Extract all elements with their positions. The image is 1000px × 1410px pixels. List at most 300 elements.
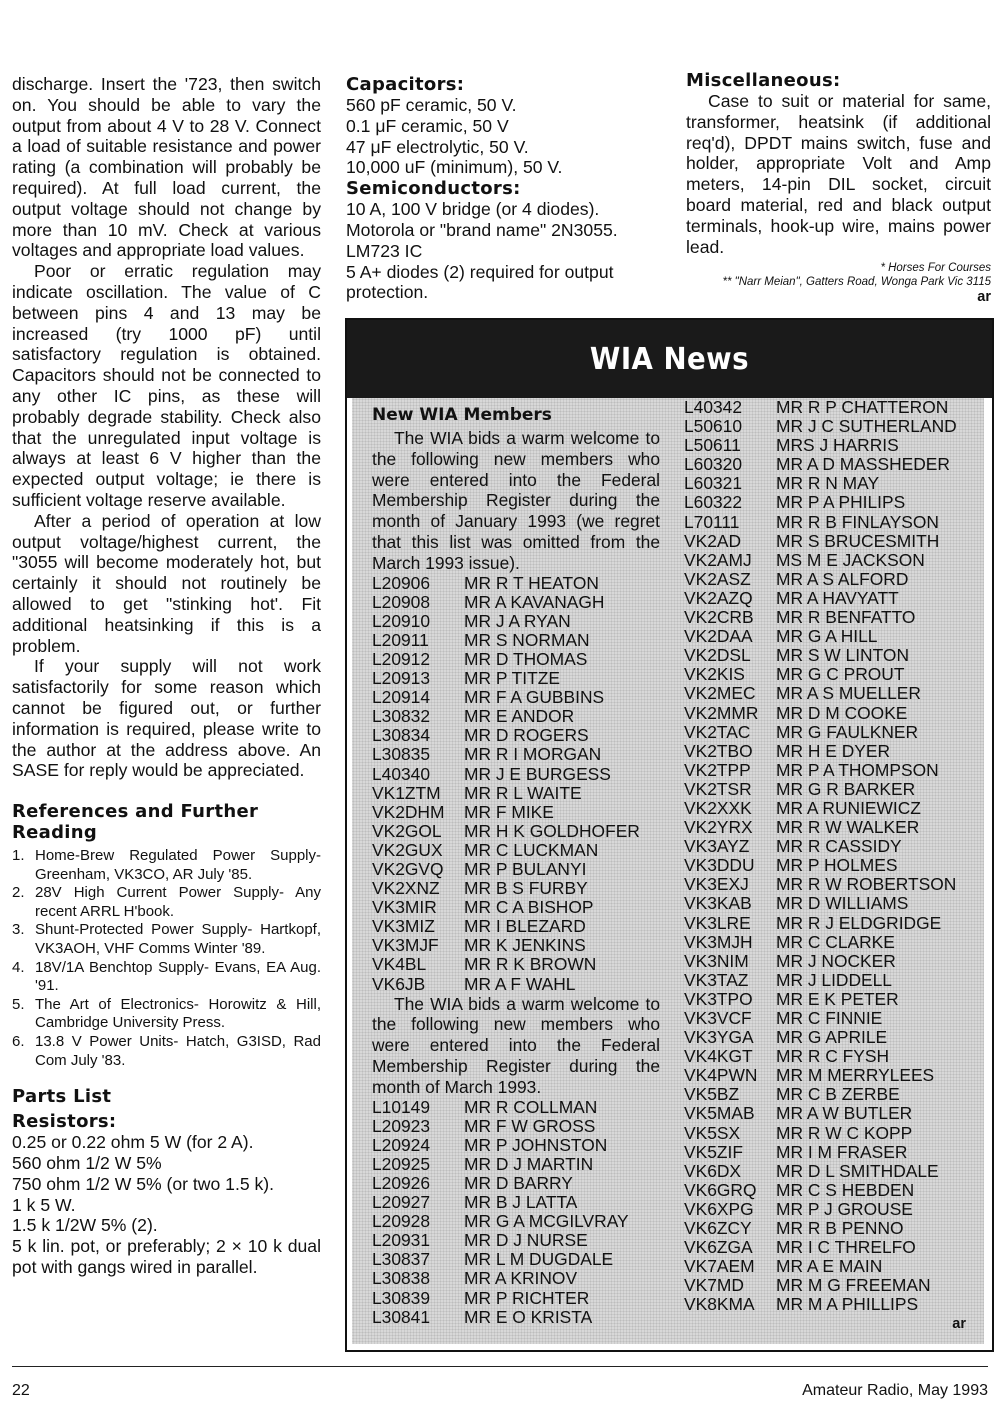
member-callsign: VK3TAZ: [684, 969, 749, 990]
parts-item: 10 A, 100 V bridge (or 4 diodes).: [346, 199, 600, 220]
member-callsign: VK3DDU: [684, 855, 755, 876]
member-row: [372, 1174, 660, 1193]
member-callsign: VK2MEC: [684, 683, 756, 704]
member-name: MR I M FRASER: [776, 1141, 908, 1162]
member-name: MR D J MARTIN: [464, 1153, 594, 1174]
member-name: MR S BRUCESMITH: [776, 530, 940, 551]
member-name: MR D ROGERS: [464, 725, 589, 746]
member-callsign: L20911: [372, 629, 429, 650]
member-row: [372, 1136, 660, 1155]
member-callsign: L30839: [372, 1287, 431, 1308]
member-row: [684, 1143, 980, 1162]
member-callsign: VK5BZ: [684, 1084, 740, 1105]
member-row: [684, 1219, 980, 1238]
member-name: MRS J HARRIS: [776, 435, 899, 456]
member-row: [372, 1250, 660, 1269]
member-name: MR J C SUTHERLAND: [776, 416, 957, 437]
member-row: [372, 669, 660, 688]
member-row: [684, 1181, 980, 1200]
member-row: [372, 1269, 660, 1288]
member-row: [372, 1308, 660, 1327]
parts-list-heading: Parts List: [12, 1086, 112, 1108]
member-name: MR S NORMAN: [464, 629, 590, 650]
member-name: MR I BLEZARD: [464, 916, 586, 937]
wia-news-banner: [347, 320, 992, 398]
member-row: [684, 589, 980, 608]
member-row: [684, 570, 980, 589]
banner-title: WIA News: [589, 342, 750, 377]
member-row: [684, 1047, 980, 1066]
member-row: [372, 765, 660, 784]
member-callsign: VK3KAB: [684, 893, 752, 914]
member-callsign: L30832: [372, 706, 431, 727]
end-mark: ar: [977, 289, 991, 306]
member-callsign: VK1ZTM: [372, 782, 441, 803]
member-row: [372, 822, 660, 841]
member-row: [372, 726, 660, 745]
member-row: [684, 551, 980, 570]
member-row: [684, 1085, 980, 1104]
member-callsign: VK2TBO: [684, 740, 753, 761]
member-name: MR B S FURBY: [464, 878, 588, 899]
member-callsign: L20924: [372, 1134, 431, 1155]
member-row: [372, 841, 660, 860]
member-callsign: L20927: [372, 1192, 431, 1213]
member-callsign: VK6GRQ: [684, 1179, 757, 1200]
parts-item: LM723 IC: [346, 240, 423, 261]
member-name: MR A W BUTLER: [776, 1103, 913, 1124]
parts-item: 0.1 μF ceramic, 50 V: [346, 115, 509, 136]
member-callsign: VK3LRE: [684, 912, 751, 933]
member-name: MR J E BURGESS: [464, 763, 611, 784]
references-list: [12, 847, 321, 1070]
member-row: [684, 1124, 980, 1143]
member-name: MR A KRINOV: [464, 1268, 578, 1289]
member-callsign: L40340: [372, 763, 431, 784]
member-row: [684, 627, 980, 646]
member-row: [684, 474, 980, 493]
member-name: MR R B PENNO: [776, 1218, 904, 1239]
member-callsign: L20928: [372, 1211, 431, 1232]
member-callsign: VK2TAC: [684, 721, 751, 742]
member-row: [372, 1231, 660, 1250]
parts-item: 10,000 uF (minimum), 50 V.: [346, 157, 563, 178]
member-callsign: VK2AZQ: [684, 587, 753, 608]
member-name: MR B J LATTA: [464, 1192, 578, 1213]
body-paragraph: Case to suit or material for same, transformer, heatsink (if additional req'd), DPDT mains switch, fuse and holder, appropriate Volt and Amp meters, 14-pin DIL socket, circuit board material, red and black output terminals, hook-up wire, mains power lead.: [686, 91, 991, 257]
member-name: MS M E JACKSON: [776, 549, 925, 570]
member-name: MR M G FREEMAN: [776, 1275, 931, 1296]
member-callsign: VK6ZCY: [684, 1218, 752, 1239]
member-callsign: VK4PWN: [684, 1065, 758, 1086]
member-row: [684, 532, 980, 551]
member-row: [684, 493, 980, 512]
member-name: MR R BENFATTO: [776, 607, 916, 628]
member-row: [684, 952, 980, 971]
references-heading: References and Further Reading: [12, 801, 259, 844]
member-name: MR R I MORGAN: [464, 744, 602, 765]
footer-divider: [12, 1366, 988, 1367]
member-name: MR J A RYAN: [464, 610, 571, 631]
section-heading: New WIA Members: [372, 405, 552, 425]
member-name: MR D L SMITHDALE: [776, 1160, 939, 1181]
page-number: 22: [12, 1382, 30, 1399]
member-callsign: VK5ZIF: [684, 1141, 743, 1162]
member-name: MR P J GROUSE: [776, 1198, 913, 1219]
capacitors-heading: Capacitors:: [346, 74, 465, 95]
member-name: MR P BULANYI: [464, 858, 587, 879]
member-name: MR C A BISHOP: [464, 897, 594, 918]
member-row: [372, 1098, 660, 1117]
member-list-march: [372, 1098, 660, 1327]
member-name: MR G C PROUT: [776, 664, 905, 685]
member-callsign: VK2DAA: [684, 626, 753, 647]
member-callsign: L20908: [372, 591, 431, 612]
member-name: MR P TITZE: [464, 668, 560, 689]
member-callsign: VK2XXK: [684, 797, 752, 818]
left-column: [12, 74, 321, 1278]
body-paragraph: Poor or erratic regulation may indicate oscillation. The value of C between pins 4 and 13 may be increased (try 1000 pF) until satisfactory regulation is obtained. Capacitors should not be connected to any other IC pins, as these will probably degrade stability. Check also that the unregulated input voltage is always at least 6 V higher than the expected output voltage; ie there is sufficient voltage reserve available.: [12, 261, 321, 510]
member-callsign: VK2ASZ: [684, 568, 751, 589]
member-name: MR R C FYSH: [776, 1046, 890, 1067]
member-name: MR H E DYER: [776, 740, 891, 761]
parts-item: 560 ohm 1/2 W 5%: [12, 1153, 162, 1174]
member-row: [684, 513, 980, 532]
member-row: [684, 1028, 980, 1047]
member-callsign: VK3VCF: [684, 1008, 752, 1028]
member-callsign: L10149: [372, 1096, 431, 1117]
parts-item: 0.25 or 0.22 ohm 5 W (for 2 A).: [12, 1132, 254, 1153]
body-paragraph: discharge. Insert the '723, then switch on. You should be able to vary the output from about 4 V to 28 V. Connect a load of suitable resistance and power rating (a combination will probably be required). At full load current, the output voltage should not change by more than 10 mV. Check at various voltages and appropriate load values.: [12, 74, 321, 261]
member-name: MR C LUCKMAN: [464, 839, 599, 860]
list-item: 3. Shunt-Protected Power Supply- Hartkopf, VK3AOH, VHF Comms Winter '89.: [12, 921, 321, 958]
member-callsign: VK3TPO: [684, 988, 753, 1009]
member-callsign: L20931: [372, 1230, 431, 1251]
member-callsign: VK2AMJ: [684, 549, 752, 570]
member-callsign: L50610: [684, 416, 743, 437]
body-paragraph: The WIA bids a warm welcome to the following new members who were entered into the Federal Membership Register during the month of January 1993 (we regret that this list was omitted from the March 1993 issue).: [372, 428, 660, 573]
member-name: MR P JOHNSTON: [464, 1134, 608, 1155]
member-callsign: VK4BL: [372, 954, 427, 975]
member-row: [684, 1276, 980, 1295]
member-callsign: L20925: [372, 1153, 431, 1174]
member-callsign: L20912: [372, 648, 431, 669]
member-name: MR D J NURSE: [464, 1230, 588, 1251]
wia-right-column: [684, 398, 980, 1334]
member-callsign: VK2XNZ: [372, 878, 440, 899]
member-name: MR R N MAY: [776, 473, 880, 494]
member-name: MR G R BARKER: [776, 778, 916, 799]
member-callsign: VK2AD: [684, 530, 742, 551]
member-callsign: VK6JB: [372, 973, 426, 994]
member-name: MR A E MAIN: [776, 1256, 883, 1277]
member-name: MR A S MUELLER: [776, 683, 921, 704]
member-row: [684, 665, 980, 684]
member-row: [372, 574, 660, 593]
member-row: [684, 1200, 980, 1219]
member-callsign: L20913: [372, 668, 431, 689]
member-name: MR P RICHTER: [464, 1287, 590, 1308]
member-name: MR I C THRELFO: [776, 1237, 916, 1258]
member-name: MR E O KRISTA: [464, 1306, 593, 1327]
member-callsign: VK2CRB: [684, 607, 754, 628]
member-row: [372, 975, 660, 994]
member-name: MR R B FINLAYSON: [776, 511, 939, 532]
member-name: MR P A PHILIPS: [776, 492, 906, 513]
member-row: [684, 1257, 980, 1276]
member-name: MR F W GROSS: [464, 1115, 596, 1136]
middle-column: [346, 74, 656, 303]
member-callsign: L30841: [372, 1306, 431, 1327]
list-item: 6. 13.8 V Power Units- Hatch, G3ISD, Rad Com July '83.: [12, 1033, 321, 1069]
member-row: [372, 631, 660, 650]
parts-item: 47 μF electrolytic, 50 V.: [346, 136, 529, 157]
member-row: [684, 837, 980, 856]
member-callsign: VK3NIM: [684, 950, 749, 971]
member-name: MR E K PETER: [776, 988, 899, 1009]
member-name: MR J NOCKER: [776, 950, 896, 971]
member-row: [684, 436, 980, 455]
member-row: [684, 1162, 980, 1181]
member-callsign: VK5MAB: [684, 1103, 755, 1124]
member-callsign: L30834: [372, 725, 431, 746]
member-callsign: VK4KGT: [684, 1046, 753, 1067]
member-callsign: VK2YRX: [684, 817, 753, 838]
member-row: [372, 745, 660, 764]
member-row: [684, 875, 980, 894]
member-row: [372, 707, 660, 726]
member-callsign: L50611: [684, 435, 741, 456]
member-row: [684, 1066, 980, 1085]
member-name: MR C B ZERBE: [776, 1084, 900, 1105]
member-row: [684, 818, 980, 837]
member-row: [684, 856, 980, 875]
member-callsign: VK2GOL: [372, 820, 442, 841]
member-name: MR R W ROBERTSON: [776, 874, 957, 895]
body-paragraph: After a period of operation at low output voltage/highest current, the "3055 will become moderately hot, but certainly it should not routinely be allowed to get "stinking hot'. Fit additional heatsinking if this is a problem.: [12, 510, 321, 656]
footnote: * Horses For Courses: [880, 262, 991, 275]
list-item: 5. The Art of Electronics- Horowitz & Hill, Cambridge University Press.: [12, 995, 321, 1032]
member-row: [372, 650, 660, 669]
member-name: MR C FINNIE: [776, 1008, 883, 1028]
member-name: MR P HOLMES: [776, 855, 898, 876]
member-row: [372, 1155, 660, 1174]
member-callsign: VK3YGA: [684, 1027, 754, 1048]
member-name: MR J LIDDELL: [776, 969, 892, 990]
member-row: [372, 1193, 660, 1212]
member-row: [684, 799, 980, 818]
body-paragraph: If your supply will not work satisfactorily for some reason which cannot be figured out, or further information is required, please write to the author at the address above. An SASE for reply would be appreciated.: [12, 656, 321, 781]
member-list-march-continued: [684, 398, 980, 1315]
member-callsign: VK6ZGA: [684, 1237, 753, 1258]
member-callsign: L70111: [684, 511, 740, 532]
member-row: [372, 688, 660, 707]
member-name: MR R T HEATON: [464, 572, 599, 593]
member-row: [684, 990, 980, 1009]
member-row: [684, 417, 980, 436]
member-row: [684, 684, 980, 703]
member-row: [684, 723, 980, 742]
member-row: [372, 1117, 660, 1136]
member-callsign: VK6DX: [684, 1160, 742, 1181]
member-name: MR P A THOMPSON: [776, 759, 939, 780]
member-callsign: L20910: [372, 610, 431, 631]
member-row: [684, 780, 980, 799]
member-name: MR F A GUBBINS: [464, 687, 605, 708]
member-row: [684, 894, 980, 913]
member-callsign: VK2TPP: [684, 759, 751, 780]
member-name: MR S W LINTON: [776, 645, 910, 666]
member-row: [684, 398, 980, 417]
member-callsign: L60322: [684, 492, 743, 513]
member-row: [684, 742, 980, 761]
member-name: MR E ANDOR: [464, 706, 575, 727]
member-name: MR R CASSIDY: [776, 836, 902, 857]
member-name: MR R K BROWN: [464, 954, 597, 975]
member-name: MR D WILLIAMS: [776, 893, 909, 914]
member-name: MR D BARRY: [464, 1173, 573, 1193]
member-callsign: VK2MMR: [684, 702, 759, 723]
miscellaneous-heading: Miscellaneous:: [686, 70, 841, 91]
member-row: [684, 971, 980, 990]
parts-item: 1.5 k 1/2W 5% (2).: [12, 1215, 158, 1236]
member-callsign: VK7MD: [684, 1275, 744, 1296]
parts-item: 5 A+ diodes (2) required for output protection.: [346, 261, 614, 303]
member-callsign: VK3AYZ: [684, 836, 750, 857]
member-row: [684, 914, 980, 933]
member-callsign: VK2DHM: [372, 801, 445, 822]
member-callsign: VK6XPG: [684, 1198, 754, 1219]
member-callsign: L20914: [372, 687, 431, 708]
magazine-title: Amateur Radio, May 1993: [802, 1382, 988, 1399]
member-callsign: VK2GUX: [372, 839, 443, 860]
member-name: MR R COLLMAN: [464, 1096, 598, 1117]
semiconductors-heading: Semiconductors:: [346, 178, 521, 200]
member-callsign: VK2DSL: [684, 645, 751, 666]
parts-item: 560 pF ceramic, 50 V.: [346, 95, 517, 115]
member-callsign: L30838: [372, 1268, 431, 1289]
member-row: [684, 646, 980, 665]
member-callsign: VK2TSR: [684, 778, 752, 799]
member-name: MR G A HILL: [776, 626, 878, 647]
member-name: MR R W C KOPP: [776, 1122, 913, 1143]
member-name: MR R J ELDGRIDGE: [776, 912, 942, 933]
member-row: [372, 955, 660, 974]
member-callsign: VK2GVQ: [372, 858, 444, 879]
member-callsign: L30835: [372, 744, 431, 765]
member-row: [372, 917, 660, 936]
member-name: MR M MERRYLEES: [776, 1065, 935, 1086]
member-row: [684, 455, 980, 474]
member-name: MR A KAVANAGH: [464, 591, 605, 612]
member-callsign: VK3MIZ: [372, 916, 435, 937]
member-row: [372, 936, 660, 955]
wia-left-column: [372, 404, 660, 1327]
member-row: [684, 1295, 980, 1314]
member-row: [372, 1289, 660, 1308]
wia-news-content: [352, 398, 984, 1344]
member-row: [684, 1238, 980, 1257]
member-callsign: L60321: [684, 473, 743, 494]
member-row: [372, 879, 660, 898]
member-name: MR F MIKE: [464, 801, 554, 822]
right-column: [686, 70, 991, 305]
member-callsign: VK8KMA: [684, 1294, 755, 1315]
member-name: MR R W WALKER: [776, 817, 920, 838]
member-name: MR G A MCGILVRAY: [464, 1211, 629, 1232]
member-callsign: L20926: [372, 1173, 431, 1193]
wia-news-box: [345, 318, 994, 1352]
member-name: MR A RUNIEWICZ: [776, 797, 921, 818]
member-row: [372, 1212, 660, 1231]
parts-item: 750 ohm 1/2 W 5% (or two 1.5 k).: [12, 1173, 275, 1194]
member-name: MR K JENKINS: [464, 935, 586, 956]
member-name: MR L M DUGDALE: [464, 1249, 614, 1270]
member-row: [372, 593, 660, 612]
member-name: MR A S ALFORD: [776, 568, 909, 589]
member-name: MR G FAULKNER: [776, 721, 919, 742]
list-item: 1. Home-Brew Regulated Power Supply- Greenham, VK3CO, AR July '85.: [12, 847, 321, 883]
list-item: 2. 28V High Current Power Supply- Any recent ARRL H'book.: [12, 884, 321, 920]
body-paragraph: The WIA bids a warm welcome to the following new members who were entered into the Federal Membership Register during the month of March 1993.: [372, 993, 660, 1097]
member-row: [684, 704, 980, 723]
member-row: [684, 608, 980, 627]
member-name: MR C CLARKE: [776, 931, 895, 952]
member-callsign: L20906: [372, 572, 431, 593]
member-callsign: VK2KIS: [684, 664, 745, 685]
list-item: 4. 18V/1A Benchtop Supply- Evans, EA Aug. '91.: [12, 958, 321, 995]
resistors-heading: Resistors:: [12, 1111, 117, 1133]
member-name: MR R P CHATTERON: [776, 397, 949, 417]
member-row: [684, 1009, 980, 1028]
member-list-january: [372, 574, 660, 994]
member-callsign: VK3MJH: [684, 931, 753, 952]
member-name: MR C S HEBDEN: [776, 1179, 915, 1200]
parts-item: 5 k lin. pot, or preferably; 2 × 10 k dual pot with gangs wired in parallel.: [12, 1236, 321, 1277]
member-row: [684, 933, 980, 952]
member-row: [684, 1104, 980, 1123]
member-name: MR A D MASSHEDER: [776, 454, 950, 475]
member-name: MR G APRILE: [776, 1027, 888, 1048]
member-callsign: VK3MJF: [372, 935, 439, 956]
member-row: [372, 898, 660, 917]
member-row: [372, 803, 660, 822]
member-callsign: VK5SX: [684, 1122, 741, 1143]
end-mark: ar: [952, 1315, 966, 1332]
member-callsign: VK3EXJ: [684, 874, 749, 895]
member-callsign: L20923: [372, 1115, 431, 1136]
member-row: [372, 612, 660, 631]
parts-item: Motorola or "brand name" 2N3055.: [346, 219, 618, 240]
member-callsign: VK7AEM: [684, 1256, 755, 1277]
member-name: MR D THOMAS: [464, 648, 588, 669]
member-name: MR D M COOKE: [776, 702, 908, 723]
member-name: MR A F WAHL: [464, 973, 576, 994]
member-name: MR H K GOLDHOFER: [464, 820, 640, 841]
member-row: [372, 784, 660, 803]
member-name: MR M A PHILLIPS: [776, 1294, 919, 1315]
member-name: MR R L WAITE: [464, 782, 582, 803]
member-callsign: VK3MIR: [372, 897, 437, 918]
member-callsign: L60320: [684, 454, 743, 475]
parts-item: 1 k 5 W.: [12, 1194, 76, 1215]
member-callsign: L30837: [372, 1249, 431, 1270]
footnote: ** "Narr Meian", Gatters Road, Wonga Park Vic 3115: [722, 275, 991, 288]
member-row: [684, 761, 980, 780]
member-row: [372, 860, 660, 879]
member-name: MR A HAVYATT: [776, 587, 899, 608]
member-callsign: L40342: [684, 397, 743, 417]
